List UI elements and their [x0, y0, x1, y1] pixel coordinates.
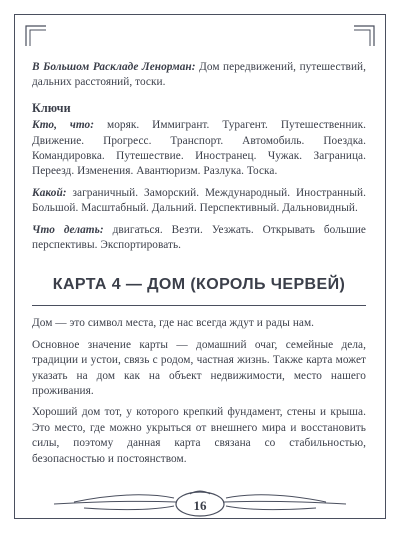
corner-ornament-icon — [25, 25, 47, 47]
card-paragraph-1: Дом — это символ места, где нас всегда ждут и рады нам. — [32, 317, 315, 330]
intro-text: Дом передвижений, путешествий, дальних расстояний, тоски. — [32, 61, 367, 89]
card-paragraph-2: Основное значение карты — домашний очаг, семейные дела, традиции и устои, связь с родом, частная жизнь. Также карта может указать на дом как на объект недвижимости, место нашего проживания. — [32, 338, 366, 397]
card-paragraph-3: Хороший дом тот, у которого крепкий фундамент, стены и крыша. Это место, где можно укрыться от внешнего мира и восстановить силы, поэтому данная карта связана со стабильностью, безопасностью и постоянством. — [32, 406, 366, 465]
keys-todo-paragraph — [32, 223, 366, 254]
card-title: КАРТА 4 — ДОМ (КОРОЛЬ ЧЕРВЕЙ) — [52, 276, 346, 294]
keys-which-paragraph — [32, 186, 366, 217]
page-footer — [14, 486, 386, 522]
keys-which-text: заграничный. Заморский. Международный. Иностранный. Большой. Масштабный. Дальний. Перспективный. Дальновидный. — [32, 186, 366, 215]
intro-paragraph — [32, 60, 366, 91]
title-divider — [32, 305, 366, 307]
keys-heading: Ключи — [32, 100, 71, 115]
keys-which-lead: Какой: — [32, 186, 67, 199]
page-content — [32, 60, 366, 473]
intro-lead: В Большом Раскладе Ленорман: — [32, 61, 196, 73]
keys-todo-lead: Что делать: — [32, 223, 104, 236]
keys-who-paragraph — [32, 118, 366, 180]
corner-ornament-icon — [353, 25, 375, 47]
keys-who-text: моряк. Иммигрант. Турагент. Путешественник. Движение. Прогресс. Транспорт. Автомобиль. Поездка. Командировка. Путешествие. Иностранец. Чужак. Заграница. Переезд. Изменения. Авантюризм. Разлука. Тоска. — [32, 119, 366, 178]
page-number: 16 — [193, 498, 207, 513]
keys-todo-text: двигаться. Везти. Уезжать. Открывать большие перспективы. Экспортировать. — [32, 223, 366, 252]
keys-who-lead: Кто, что: — [32, 119, 95, 132]
